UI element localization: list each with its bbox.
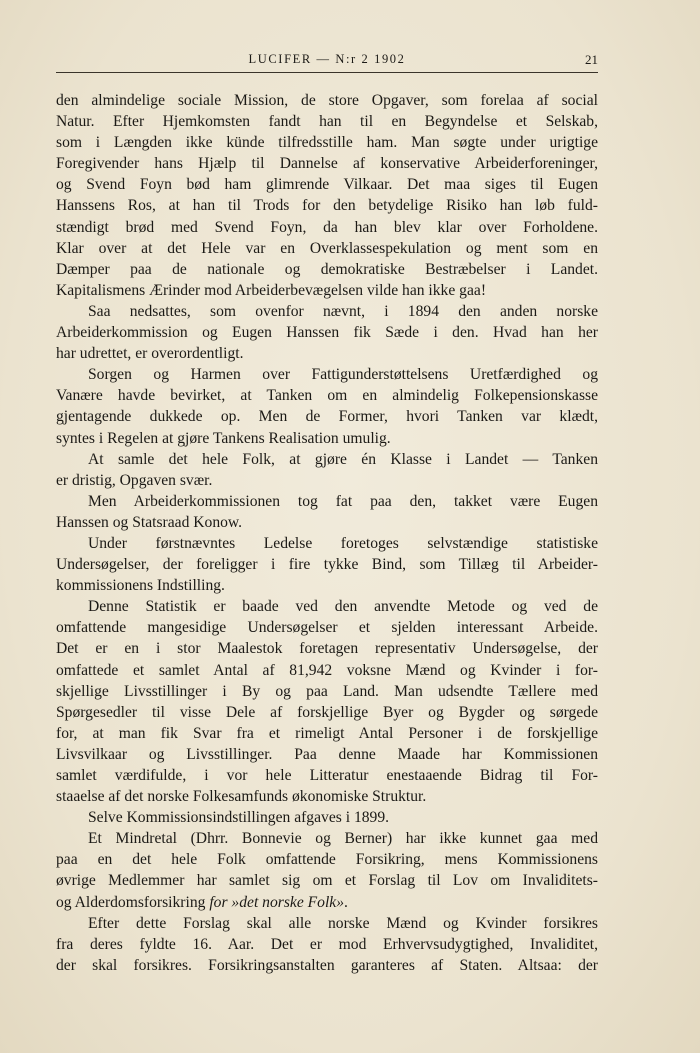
text-line: paa en det hele Folk omfattende Forsikring, mens Kommissionens: [56, 851, 598, 869]
text-line: Under førstnævntes Ledelse foretoges selvstændige statistiske: [88, 534, 598, 552]
text-line: Saa nedsattes, som ovenfor nævnt, i 1894 den anden norske: [88, 302, 598, 320]
text-line: Spørgesedler til visse Dele af forskjellige Byer og Bygder og sørgede: [56, 703, 598, 721]
text-line: er dristig, Opgaven svær.: [56, 471, 213, 489]
text-line: staaelse af det norske Folkesamfunds økonomiske Struktur.: [56, 788, 427, 806]
text-line: Natur. Efter Hjemkomsten fandt han til en Begyndelse et Selskab,: [56, 113, 598, 131]
text-line: Foregivender hans Hjælp til Dannelse af konservative Arbeiderforeninger,: [56, 155, 598, 173]
text-line: Men Arbeiderkommissionen tog fat paa den, takket være Eugen: [88, 492, 598, 510]
text-line: gjentagende dukkede op. Men de Former, hvori Tanken var klædt,: [56, 408, 598, 426]
text-line: stændigt brød med Svend Foyn, da han blev klar over Forholdene.: [56, 218, 598, 236]
page-header: [56, 52, 598, 72]
text-line: der skal forsikres. Forsikringsanstalten garanteres af Staten. Altsaa: der: [56, 956, 598, 974]
text-line: Sorgen og Harmen over Fattigunderstøttelsens Uretfærdighed og: [88, 366, 598, 384]
running-title: LUCIFER — N:r 2 1902: [248, 52, 406, 66]
page-number: 21: [585, 52, 598, 67]
text-line: og Svend Foyn bød ham glimrende Vilkaar. Det maa siges til Eugen: [56, 176, 598, 194]
text-line: Selve Kommissionsindstillingen afgaves i 1899.: [88, 809, 390, 827]
text-line: Hanssens Ros, at han til Trods for den betydelige Risiko han løb fuld-: [56, 197, 598, 215]
text-line: skjellige Livsstillinger i By og paa Land. Man udsendte Tællere med: [56, 682, 598, 700]
text-line: Arbeiderkommission og Eugen Hanssen fik Sæde i den. Hvad han her: [56, 324, 598, 342]
text-line: omfattede et samlet Antal af 81,942 voksne Mænd og Kvinder i for-: [56, 661, 598, 679]
text-line: omfattende mangesidige Undersøgelser et sjelden interessant Arbeide.: [56, 619, 598, 637]
text-line: Hanssen og Statsraad Konow.: [56, 513, 243, 531]
text-line: Denne Statistik er baade ved den anvendte Metode og ved de: [88, 598, 598, 616]
text-line: Efter dette Forslag skal alle norske Mænd og Kvinder forsikres: [88, 914, 598, 932]
italic-phrase: for »det norske Folk»: [209, 893, 345, 911]
text-line: syntes i Regelen at gjøre Tankens Realisation umulig.: [56, 429, 391, 447]
text-line: Kapitalismens Ærinder mod Arbeiderbevægelsen vilde han ikke gaa!: [56, 281, 487, 299]
header-rule: [56, 72, 598, 73]
text-line: og Alderdomsforsikring for »det norske Folk».: [56, 893, 348, 911]
text-line: den almindelige sociale Mission, de store Opgaver, som forelaa af social: [56, 92, 598, 109]
text-line: for, at man fik Svar fra et rimeligt Antal Personer i de forskjellige: [56, 724, 598, 742]
text-line: fra deres fyldte 16. Aar. Det er mod Erhvervsudygtighed, Invaliditet,: [56, 935, 598, 953]
text-line: Undersøgelser, der foreligger i fire tykke Bind, som Tillæg til Arbeider-: [56, 556, 598, 574]
text-line: Livsvilkaar og Livsstillinger. Paa denne Maade har Kommissionen: [56, 745, 598, 763]
text-line: samlet værdifulde, i vor hele Litteratur enestaaende Bidrag til For-: [56, 767, 598, 784]
body-text: [56, 90, 598, 976]
text-line: som i Længden ikke künde tilfredsstille ham. Man søgte under urigtige: [56, 134, 598, 152]
text-line: Dæmper paa de nationale og demokratiske Bestræbelser i Landet.: [56, 260, 598, 278]
text-line: Et Mindretal (Dhrr. Bonnevie og Berner) har ikke kunnet gaa med: [88, 830, 598, 848]
text-line: Klar over at det Hele var en Overklassespekulation og ment som en: [56, 239, 598, 257]
text-line: har udrettet, er overordentligt.: [56, 345, 244, 363]
text-line: kommissionens Indstilling.: [56, 577, 225, 595]
text-line: Vanære havde bevirket, at Tanken om en almindelig Folkepensionskasse: [56, 387, 598, 405]
text-line: At samle det hele Folk, at gjøre én Klasse i Landet — Tanken: [88, 450, 598, 468]
text-line: Det er en i stor Maalestok foretagen representativ Undersøgelse, der: [56, 640, 598, 658]
text-line: øvrige Medlemmer har samlet sig om et Forslag til Lov om Invaliditets-: [56, 872, 598, 890]
